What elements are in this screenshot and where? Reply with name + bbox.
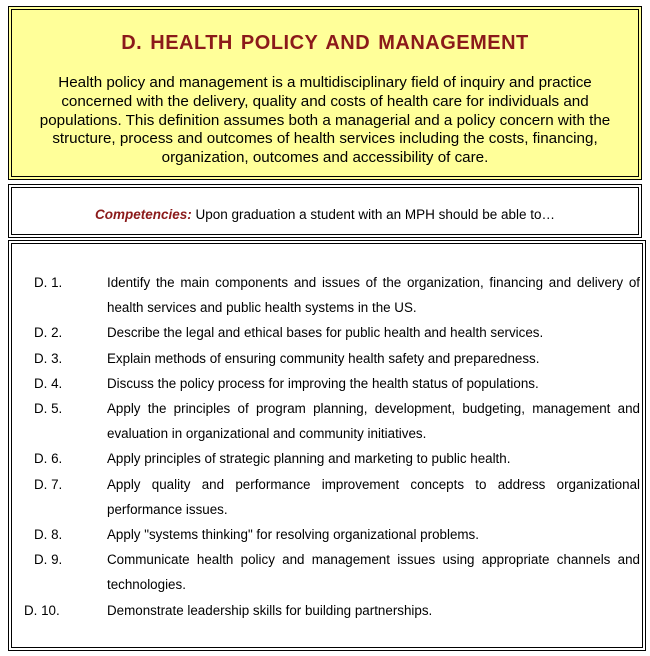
competency-list-box bbox=[8, 240, 646, 651]
list-item bbox=[12, 547, 642, 597]
item-number: D. 6. bbox=[34, 451, 63, 467]
list-item bbox=[12, 371, 642, 396]
item-text: Communicate health policy and management issues using appropriate channels and technologies. bbox=[107, 552, 640, 593]
item-text: Describe the legal and ethical bases for public health and health services. bbox=[107, 325, 544, 341]
item-number: D. 5. bbox=[34, 401, 63, 417]
item-text: Apply quality and performance improvement concepts to address organizational performance issues. bbox=[107, 476, 640, 517]
item-text: Explain methods of ensuring community health safety and preparedness. bbox=[107, 350, 540, 366]
item-text: Demonstrate leadership skills for building partnerships. bbox=[107, 602, 433, 618]
competencies-line bbox=[12, 207, 638, 222]
section-description: Health policy and management is a multidisciplinary field of inquiry and practice concerned with the delivery, quality and costs of health care for individuals and populations. This definition assumes both a managerial and a policy concern with the structure, process and outcomes of health services including the costs, financing, organization, outcomes and accessibility of care. bbox=[39, 74, 611, 167]
list-item bbox=[12, 522, 642, 547]
list-item bbox=[12, 396, 642, 446]
item-text: Apply "systems thinking" for resolving organizational problems. bbox=[107, 527, 479, 543]
section-title: D. HEALTH POLICY AND MANAGEMENT bbox=[121, 32, 529, 54]
competencies-intro: Upon graduation a student with an MPH should be able to… bbox=[191, 207, 555, 222]
item-text: Discuss the policy process for improving the health status of populations. bbox=[107, 375, 539, 391]
item-number: D. 4. bbox=[34, 375, 63, 391]
document-page bbox=[4, 4, 644, 649]
item-number: D. 7. bbox=[34, 476, 63, 492]
item-text: Identify the main components and issues of the organization, financing and delivery of health services and public health systems in the US. bbox=[107, 275, 640, 316]
item-number: D. 3. bbox=[34, 350, 63, 366]
competencies-box bbox=[8, 184, 642, 238]
item-number: D. 8. bbox=[34, 527, 63, 543]
list-item bbox=[12, 598, 642, 623]
item-number: D. 10. bbox=[24, 602, 60, 618]
list-item bbox=[12, 270, 642, 320]
competencies-label: Competencies: bbox=[94, 207, 192, 222]
competency-list bbox=[12, 270, 642, 623]
list-item bbox=[12, 320, 642, 345]
list-item bbox=[12, 446, 642, 471]
item-number: D. 9. bbox=[34, 552, 63, 568]
item-number: D. 1. bbox=[34, 275, 63, 290]
item-number: D. 2. bbox=[34, 325, 63, 341]
item-text: Apply the principles of program planning, development, budgeting, management and evaluation in organizational and community initiatives. bbox=[107, 401, 640, 442]
list-item bbox=[12, 472, 642, 522]
list-item bbox=[12, 346, 642, 371]
header-box bbox=[8, 6, 642, 180]
item-text: Apply principles of strategic planning and marketing to public health. bbox=[107, 451, 511, 467]
